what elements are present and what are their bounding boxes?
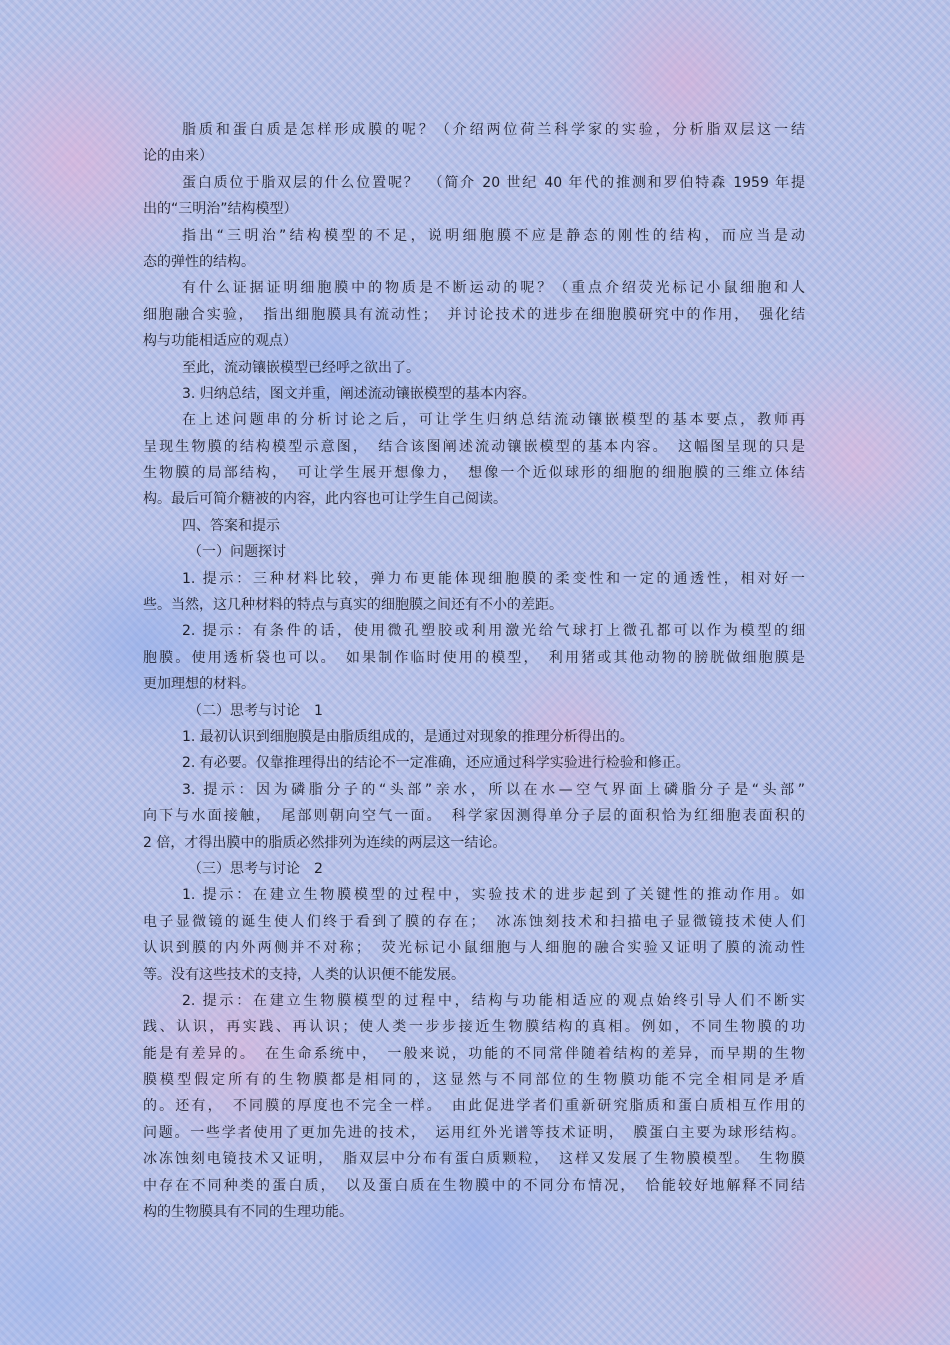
text-line: 能是有差异的。 在生命系统中， 一般来说，功能的不同常伴随着结构的差异，而早期的生物 (143, 1045, 805, 1062)
text-line: 向下与水面接触， 尾部则朝向空气一面。 科学家因测得单分子层的面积恰为红细胞表面积的 (143, 808, 805, 825)
text-line: 态的弹性的结构。 (143, 253, 255, 270)
text-line: 1. 提示：在建立生物膜模型的过程中，实验技术的进步起到了关键性的推动作用。如 (182, 887, 805, 904)
text-line: 构与功能相适应的观点） (143, 333, 297, 350)
text-line: 中存在不同种类的蛋白质， 以及蛋白质在生物膜中的不同分布情况， 恰能较好地解释不同结 (143, 1177, 805, 1194)
text-line: 等。没有这些技术的支持，人类的认识便不能发展。 (143, 966, 465, 983)
subsection-heading: （一）问题探讨 (188, 544, 286, 561)
text-line: 2 倍，才得出膜中的脂质必然排列为连续的两层这一结论。 (143, 834, 507, 851)
document-body (143, 117, 805, 1225)
text-line: 1. 最初认识到细胞膜是由脂质组成的，是通过对现象的推理分析得出的。 (182, 728, 634, 745)
text-line: 生物膜的局部结构， 可让学生展开想像力， 想像一个近似球形的细胞的细胞膜的三维立体结 (143, 465, 805, 482)
text-line: 1. 提示：三种材料比较，弹力布更能体现细胞膜的柔变性和一定的通透性，相对好一 (182, 570, 805, 587)
text-line: 2. 提示：有条件的话，使用微孔塑胶或利用激光给气球打上微孔都可以作为模型的细 (182, 623, 805, 640)
text-line: 脂质和蛋白质是怎样形成膜的呢？（介绍两位荷兰科学家的实验，分析脂双层这一结 (182, 122, 805, 138)
text-line: 构。最后可简介糖被的内容，此内容也可让学生自己阅读。 (143, 491, 507, 508)
text-line: 2. 提示：在建立生物膜模型的过程中，结构与功能相适应的观点始终引导人们不断实 (182, 992, 805, 1009)
subsection-heading: （三）思考与讨论 2 (188, 860, 323, 877)
text-line: 2. 有必要。仅靠推理得出的结论不一定准确，还应通过科学实验进行检验和修正。 (182, 755, 690, 772)
text-line: 论的由来） (143, 148, 213, 165)
section-heading: 3. 归纳总结，图文并重，阐述流动镶嵌模型的基本内容。 (182, 385, 536, 402)
text-line: 电子显微镜的诞生使人们终于看到了膜的存在； 冰冻蚀刻技术和扫描电子显微镜技术使人们 (143, 913, 805, 930)
text-line: 胞膜。使用透析袋也可以。 如果制作临时使用的模型， 利用猪或其他动物的膀胱做细胞膜是 (143, 649, 805, 666)
text-line: 些。当然，这几种材料的特点与真实的细胞膜之间还有不小的差距。 (143, 597, 563, 614)
text-line: 蛋白质位于脂双层的什么位置呢？ （简介 20 世纪 40 年代的推测和罗伯特森 1959 年提 (182, 174, 805, 191)
text-line: 3. 提示：因为磷脂分子的“头部”亲水，所以在水—空气界面上磷脂分子是“头部” (182, 781, 805, 798)
text-line: 指出“三明治”结构模型的不足，说明细胞膜不应是静态的刚性的结构，而应当是动 (182, 227, 805, 244)
text-line: 膜模型假定所有的生物膜都是相同的，这显然与不同部位的生物膜功能不完全相同是矛盾 (143, 1072, 805, 1089)
text-line: 的。还有， 不同膜的厚度也不完全一样。 由此促进学者们重新研究脂质和蛋白质相互作用的 (143, 1098, 805, 1115)
subsection-heading: （二）思考与讨论 1 (188, 702, 323, 719)
text-line: 有什么证据证明细胞膜中的物质是不断运动的呢？（重点介绍荧光标记小鼠细胞和人 (182, 280, 805, 297)
text-line: 在上述问题串的分析讨论之后，可让学生归纳总结流动镶嵌模型的基本要点，教师再 (182, 412, 805, 429)
text-line: 问题。一些学者使用了更加先进的技术， 运用红外光谱等技术证明， 膜蛋白主要为球形结构。 (143, 1124, 805, 1141)
text-line: 践、认识，再实践、再认识；使人类一步步接近生物膜结构的真相。例如，不同生物膜的功 (143, 1019, 805, 1036)
text-line: 更加理想的材料。 (143, 676, 255, 693)
text-line: 至此，流动镶嵌模型已经呼之欲出了。 (182, 359, 420, 376)
section-heading: 四、答案和提示 (182, 517, 280, 534)
text-line: 呈现生物膜的结构模型示意图， 结合该图阐述流动镶嵌模型的基本内容。 这幅图呈现的只是 (143, 438, 805, 455)
text-line: 认识到膜的内外两侧并不对称； 荧光标记小鼠细胞与人细胞的融合实验又证明了膜的流动性 (143, 940, 805, 957)
text-line: 细胞融合实验， 指出细胞膜具有流动性； 并讨论技术的进步在细胞膜研究中的作用， 强化结 (143, 306, 805, 323)
text-line: 出的“三明治”结构模型） (143, 201, 298, 218)
text-line: 构的生物膜具有不同的生理功能。 (143, 1204, 353, 1221)
text-line: 冰冻蚀刻电镜技术又证明， 脂双层中分布有蛋白质颗粒， 这样又发展了生物膜模型。 生物膜 (143, 1151, 805, 1168)
